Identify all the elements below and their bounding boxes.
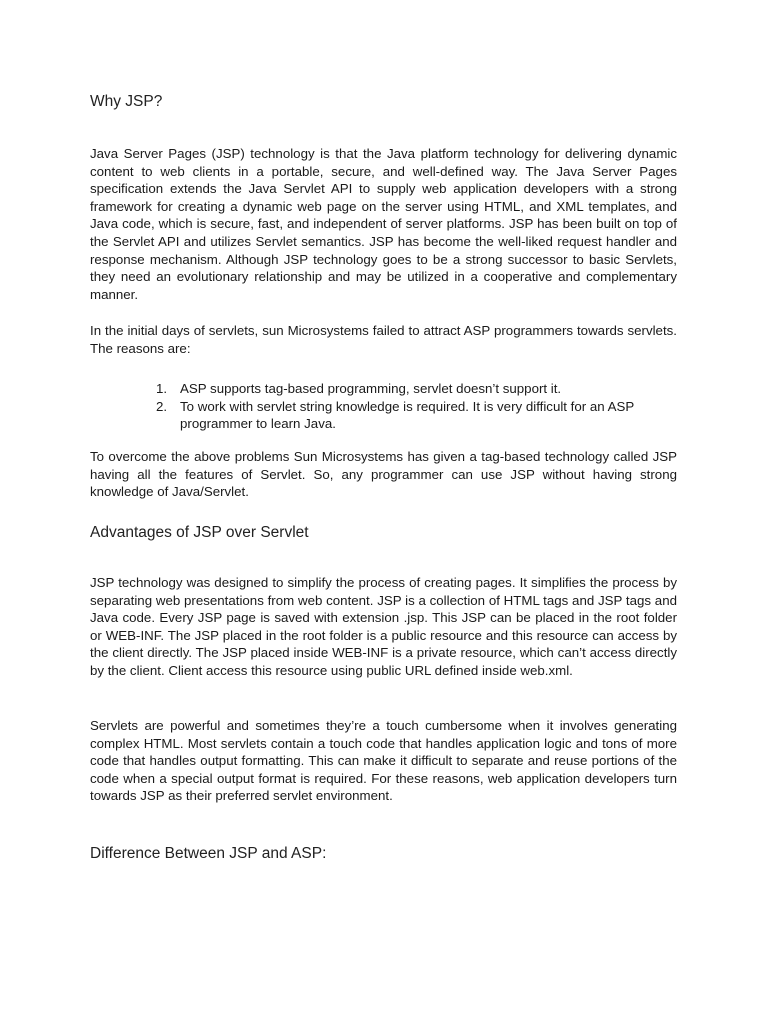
reasons-list xyxy=(90,380,677,433)
paragraph-servlets-powerful: Servlets are powerful and sometimes they’re a touch cumbersome when it involves generating complex HTML. Most servlets contain a touch code that handles application logic and tons of more code that handles output formatting. This can make it difficult to separate and reuse portions of the code when a special output format is required. For these reasons, web application developers turn towards JSP as their preferred servlet environment. xyxy=(90,718,677,804)
list-item-number: 2. xyxy=(156,398,168,414)
list-item-number: 1. xyxy=(156,381,168,396)
list-item xyxy=(90,398,650,433)
list-item-text: ASP supports tag-based programming, servlet doesn’t support it. xyxy=(180,381,562,396)
list-item xyxy=(90,380,650,398)
paragraph-initial-days: In the initial days of servlets, sun Microsystems failed to attract ASP programmers towards servlets. The reasons are: xyxy=(90,323,677,356)
heading-difference: Difference Between JSP and ASP: xyxy=(90,845,327,862)
heading-why-jsp: Why JSP? xyxy=(90,93,163,110)
heading-advantages: Advantages of JSP over Servlet xyxy=(90,524,309,541)
list-item-text: To work with servlet string knowledge is required. It is very difficult for an ASP programmer to learn Java. xyxy=(180,398,635,432)
paragraph-jsp-intro: Java Server Pages (JSP) technology is that the Java platform technology for delivering dynamic content to web clients in a portable, secure, and well-defined way. The Java Server Pages specification extends the Java Servlet API to supply web application developers with a strong framework for creating a dynamic web page on the server using HTML, and XML templates, and Java code, which is secure, fast, and independent of server platforms. JSP has been built on top of the Servlet API and utilizes Servlet semantics. JSP has become the well-liked request handler and response mechanism. Although JSP technology goes to be a strong successor to basic Servlets, they need an evolutionary relationship and may be utilized in a cooperative and complementary manner. xyxy=(90,146,677,302)
paragraph-jsp-technology: JSP technology was designed to simplify the process of creating pages. It simplifies the process by separating web presentations from web content. JSP is a collection of HTML tags and JSP tags and Java code. Every JSP page is saved with extension .jsp. This JSP can be placed in the root folder or WEB-INF. The JSP placed in the root folder is a public resource and this resource can access by the client directly. The JSP placed inside WEB-INF is a private resource, which can’t access directly by the client. Client access this resource using public URL defined inside web.xml. xyxy=(90,575,677,678)
paragraph-overcome: To overcome the above problems Sun Microsystems has given a tag-based technology called JSP having all the features of Servlet. So, any programmer can use JSP without having strong knowledge of Java/Servlet. xyxy=(90,449,677,500)
